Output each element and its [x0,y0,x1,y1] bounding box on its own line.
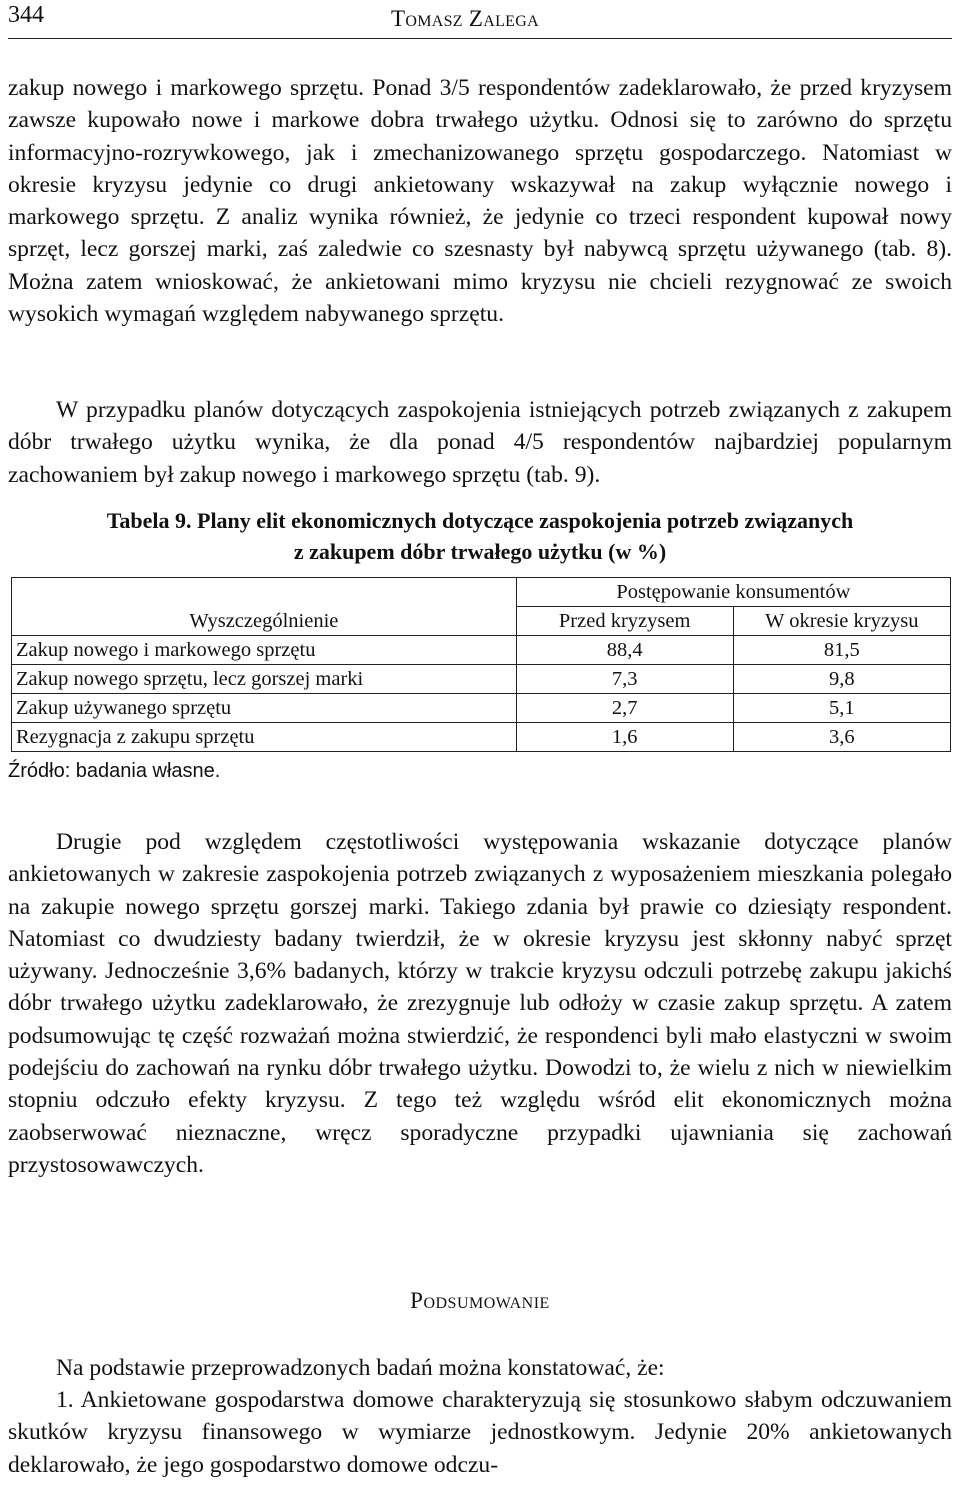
table-9 [11,577,951,752]
group-header: Postępowanie konsumentów [516,578,950,607]
running-head-author: Tomasz Zalega [391,6,539,31]
table-row [12,665,951,694]
table-caption-line-1: Tabela 9. Plany elit ekonomicznych dotyczące zaspokojenia potrzeb związanych [106,508,854,533]
table-header-row-group [12,578,951,607]
cell-during: 81,5 [733,636,950,665]
cell-before: 88,4 [516,636,733,665]
cell-before: 1,6 [516,723,733,752]
table-caption-line-2: z zakupem dóbr trwałego użytku (w %) [293,539,667,564]
cell-during: 3,6 [733,723,950,752]
paragraph-2: W przypadku planów dotyczących zaspokojenia istniejących potrzeb związanych z zakupem dóbr trwałego użytku wynika, że dla ponad 4/5 respondentów najbardziej popularnym zachowaniem był zakup nowego i markowego sprzętu (tab. 9). [8,397,952,488]
paragraph-3: Drugie pod względem częstotliwości występowania wskazanie dotyczące planów ankietowanych w zakresie zaspokojenia potrzeb związanych z wyposażeniem mieszkania polegało na zakupie nowego sprzętu gorszej marki. Takiego zdania był prawie co dziesiąty respondent. Natomiast co dwudziesty badany twierdził, że w okresie kryzysu jest skłonny nabyć sprzęt używany. Jednocześnie 3,6% badanych, którzy w trakcie kryzysu odczuli potrzebę zakupu jakichś dóbr trwałego użytku zadeklarowało, że zrezygnuje lub odłoży w czasie zakup sprzętu. A zatem podsumowując tę część rozważań można stwierdzić, że respondenci byli mało elastyczni w swoim podejściu do zachowań na rynku dóbr trwałego użytku. Dowodzi to, że wielu z nich w niewielkim stopniu odczuło efekty kryzysu. Z tego też względu wśród elit ekonomicznych można zaobserwować nieznaczne, wręcz sporadyczne przypadki ujawniania się zachowań przystosowawczych. [8,829,952,1178]
page-header [8,0,952,39]
cell-before: 2,7 [516,694,733,723]
row-label: Zakup nowego sprzętu, lecz gorszej marki [12,665,517,694]
cell-during: 9,8 [733,665,950,694]
cell-during: 5,1 [733,694,950,723]
section-title: Podsumowanie [410,1288,550,1313]
row-label: Rezygnacja z zakupu sprzętu [12,723,517,752]
column-header-before: Przed kryzysem [516,607,733,636]
table-row [12,723,951,752]
paragraph-1: zakup nowego i markowego sprzętu. Ponad 3/5 respondentów zadeklarowało, że przed kryzysem zawsze kupowało nowe i markowe dobra trwałego użytku. Odnosi się to zarówno do sprzętu informacyjno-rozrywkowego, jak i zmechanizowanego sprzętu gospodarczego. Natomiast w okresie kryzysu jedynie co drugi ankietowany wskazywał na zakup wyłącznie nowego i markowego sprzętu. Z analiz wynika również, że jedynie co trzeci respondent kupował nowy sprzęt, lecz gorszej marki, zaś zaledwie co szesnasty był nabywcą sprzętu używanego (tab. 8). Można zatem wnioskować, że ankietowani mimo kryzysu nie chcieli rezygnować ze swoich wysokich wymagań względem nabywanego sprzętu. [8,75,952,328]
cell-before: 7,3 [516,665,733,694]
column-header-during: W okresie kryzysu [733,607,950,636]
row-label: Zakup używanego sprzętu [12,694,517,723]
row-label: Zakup nowego i markowego sprzętu [12,636,517,665]
paragraph-4: Na podstawie przeprowadzonych badań można konstatować, że: [56,1355,665,1381]
stub-header: Wyszczególnienie [12,578,517,636]
table-source-note: Źródło: badania własne. [8,760,221,782]
table-row [12,694,951,723]
page-number: 344 [8,2,44,28]
table-row [12,636,951,665]
list-item-1: 1. Ankietowane gospodarstwa domowe charakteryzują się stosunkowo słabym odczuwaniem skutków kryzysu finansowego w wymiarze jednostkowym. Jedynie 20% ankietowanych deklarowało, że jego gospodarstwo domowe odczu- [8,1387,952,1478]
